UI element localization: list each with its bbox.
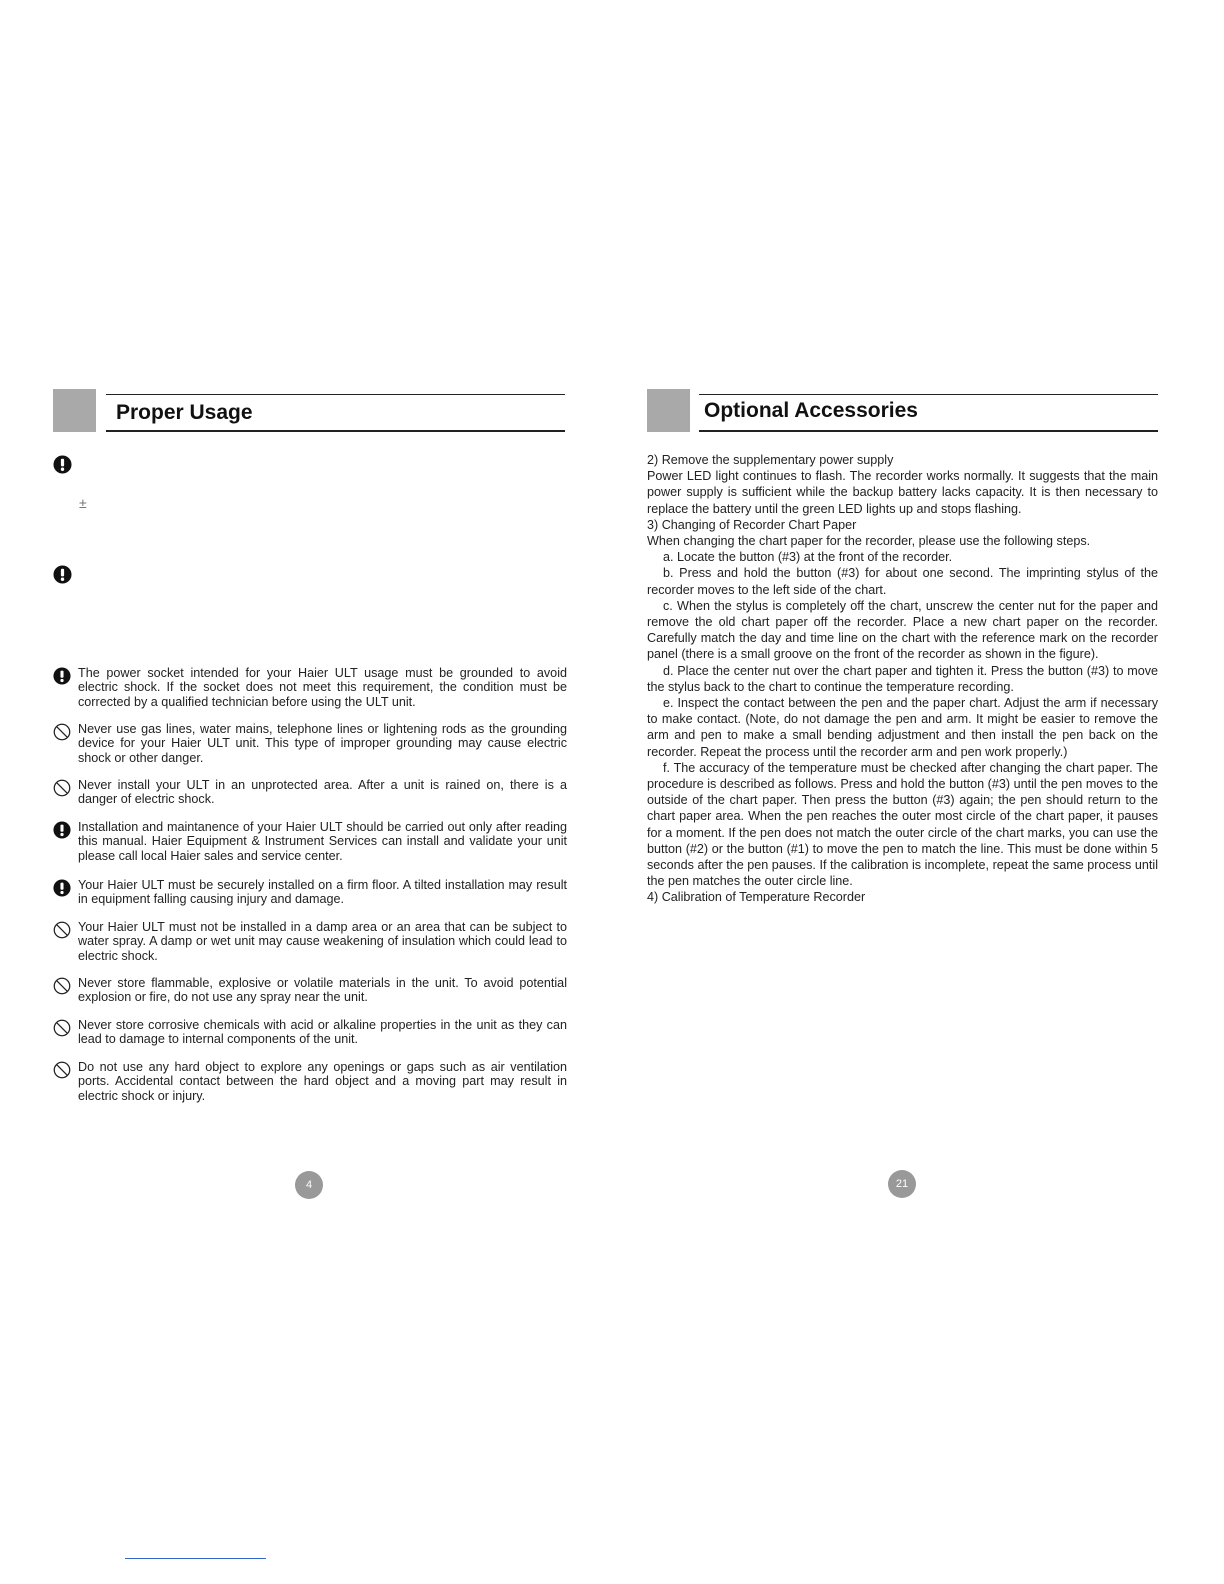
safety-item-text: Your Haier ULT must be securely installed on a firm floor. A tilted installation may result in equipment falling causing injury and damage.	[78, 878, 567, 907]
warning-icon	[53, 455, 72, 474]
safety-item	[53, 976, 567, 1005]
safety-item-text: Do not use any hard object to explore any openings or gaps such as air ventilation ports. Accidental contact between the hard object and a moving part may result in electric shock or injury.	[78, 1060, 567, 1103]
prohibited-icon	[53, 723, 71, 741]
safety-item-text: Installation and maintanence of your Haier ULT should be carried out only after reading this manual. Haier Equipment & Instrument Services can install and validate your unit please call local Haier sales and service center.	[78, 820, 567, 863]
bottom-rule	[125, 1558, 266, 1559]
warning-icon	[53, 821, 71, 839]
prohibited-icon	[53, 1061, 71, 1079]
page-number: 4	[295, 1171, 323, 1199]
safety-item	[53, 722, 567, 765]
paragraph: Power LED light continues to flash. The recorder works normally. It suggests that the main power supply is sufficient while the backup battery lacks capacity. It is then necessary to replace the battery until the green LED lights up and stops flashing.	[647, 469, 1158, 516]
paragraph: When changing the chart paper for the recorder, please use the following steps.	[647, 534, 1091, 549]
page-number: 21	[888, 1170, 916, 1198]
warning-icon	[53, 879, 71, 897]
warning-icon	[53, 667, 71, 685]
safety-item-text: Never install your ULT in an unprotected area. After a unit is rained on, there is a danger of electric shock.	[78, 778, 567, 807]
prohibited-icon	[53, 779, 71, 797]
paragraph: 2) Remove the supplementary power supply	[647, 453, 894, 467]
safety-item	[53, 1060, 567, 1103]
section-marker-block	[53, 389, 96, 432]
paragraph: c. When the stylus is completely off the chart, unscrew the center nut for the paper and remove the old chart paper off the recorder. Place a new chart paper on the recorder. Carefully match the day and time line on the chart with the reference mark on the recorder panel (there is a small groove on the front of the recorder as shown in the figure).	[647, 598, 1158, 662]
safety-item-text: Your Haier ULT must not be installed in a damp area or an area that can be subject to water spray. A damp or wet unit may cause weakening of insulation which could lead to electric shock.	[78, 920, 567, 963]
safety-item-text: The power socket intended for your Haier ULT usage must be grounded to avoid electric shock. If the socket does not meet this requirement, the condition must be corrected by a qualified technician before using the ULT unit.	[78, 666, 567, 709]
paragraph: b. Press and hold the button (#3) for about one second. The imprinting stylus of the recorder moves to the left side of the chart.	[647, 566, 1158, 597]
paragraph: e. Inspect the contact between the pen and the paper chart. Adjust the arm if necessary to make contact. (Note, do not damage the pen and arm. It might be easier to remove the arm and pen to make a small bending adjustment and then install the pen back on the recorder. Repeat the process until the recorder arm and pen work properly.)	[647, 696, 1158, 759]
paragraph: f. The accuracy of the temperature must be checked after changing the chart paper. The procedure is described as follows. Press and hold the button (#3) until the pen moves to the outside of the chart paper. Then press the button (#3) again; the pen should return to the chart paper area. When the pen reaches the outer most circle of the chart paper, it pauses for a moment. If the pen does not match the outer circle of the chart marks, you can use the button (#2) or the button (#1) to move the pen to match the line. This must be done within 5 seconds after the pen pauses. If the calibration is incomplete, repeat the same process until the pen matches the outer circle line.	[647, 760, 1158, 889]
prohibited-icon	[53, 1019, 71, 1037]
safety-item	[53, 878, 567, 907]
page-title: Proper Usage	[116, 401, 253, 424]
plus-minus-symbol: ±	[79, 495, 87, 511]
paragraph: a. Locate the button (#3) at the front of the recorder.	[663, 550, 953, 565]
paragraph: 4) Calibration of Temperature Recorder	[647, 890, 866, 905]
safety-item-text: Never use gas lines, water mains, telephone lines or lightening rods as the grounding device for your Haier ULT unit. This type of improper grounding may cause electric shock or other danger.	[78, 722, 567, 765]
body-text	[647, 452, 1158, 906]
paragraph: d. Place the center nut over the chart paper and tighten it. Press the button (#3) to move the stylus back to the chart to continue the temperature recording.	[647, 663, 1158, 694]
safety-item	[53, 666, 567, 709]
safety-item	[53, 820, 567, 863]
safety-item	[53, 778, 567, 807]
prohibited-icon	[53, 977, 71, 995]
section-marker-block	[647, 389, 690, 432]
prohibited-icon	[53, 921, 71, 939]
safety-item	[53, 920, 567, 963]
page-title: Optional Accessories	[704, 399, 918, 422]
safety-item-text: Never store corrosive chemicals with acid or alkaline properties in the unit as they can lead to damage to internal components of the unit.	[78, 1018, 567, 1047]
safety-item	[53, 1018, 567, 1047]
safety-item-text: Never store flammable, explosive or volatile materials in the unit. To avoid potential explosion or fire, do not use any spray near the unit.	[78, 976, 567, 1005]
warning-icon	[53, 565, 72, 584]
paragraph: 3) Changing of Recorder Chart Paper	[647, 517, 857, 532]
